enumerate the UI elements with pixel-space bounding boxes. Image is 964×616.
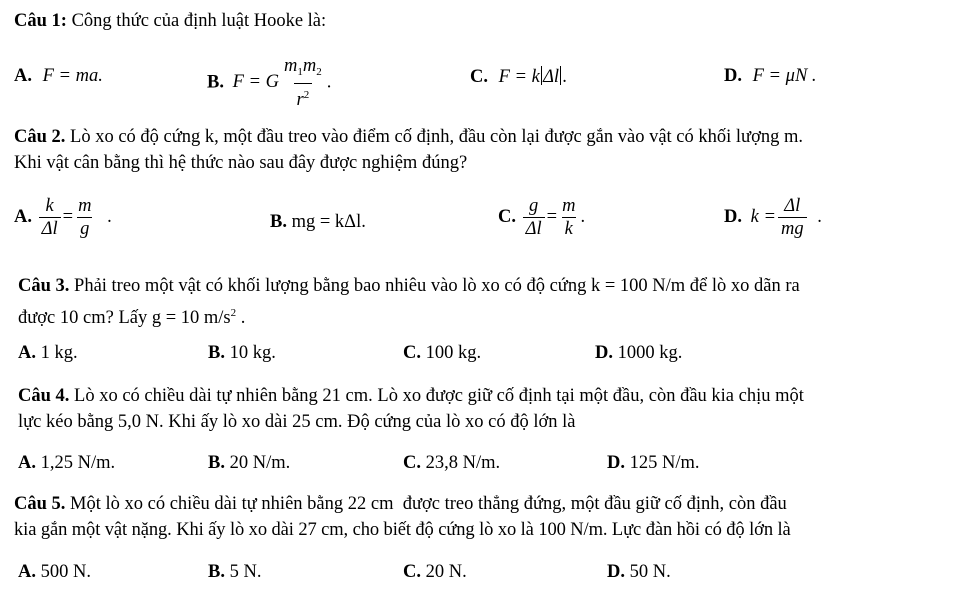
q1-option-a-label: A.	[14, 66, 32, 86]
q2-option-d-label: D.	[724, 206, 742, 227]
q1-b-den-exp: 2	[303, 89, 310, 101]
question-3-text-2: được 10 cm? Lấy g = 10 m/s	[18, 308, 231, 328]
question-4-text-1: Lò xo có chiều dài tự nhiên bằng 21 cm. Lò xo được giữ cố định tại một đầu, còn đầu kia chịu một	[69, 386, 804, 406]
q2-option-b-label: B.	[270, 212, 287, 232]
q2-option-a-label: A.	[14, 206, 32, 227]
question-2-text-1: Lò xo có độ cứng k, một đầu treo vào điểm cố định, đầu còn lại được gắn vào vật có khối lượng m.	[65, 127, 803, 147]
q2-c-f2-num: m	[562, 196, 576, 216]
question-3-text-1: Phải treo một vật có khối lượng bằng bao nhiêu vào lò xo có độ cứng k = 100 N/m để lò xo dãn ra	[69, 276, 800, 296]
question-2-line-2	[14, 150, 467, 176]
q5-option-a	[18, 562, 91, 583]
q2-a-equals: =	[62, 206, 74, 227]
question-1-text: Công thức của định luật Hooke là:	[66, 11, 327, 31]
q1-b-num-sub2: 2	[316, 66, 322, 78]
q2-c-fraction-2	[559, 196, 578, 239]
q2-a-f2-num: m	[78, 196, 92, 216]
q1-option-a-formula: F = ma.	[42, 66, 103, 86]
question-5-line-1	[14, 491, 787, 517]
q3-option-a	[18, 343, 78, 364]
q1-option-d	[724, 66, 817, 87]
q1-option-b-fraction	[281, 56, 325, 110]
question-3-label: Câu 3.	[18, 276, 70, 296]
q5-option-c-label: C.	[403, 562, 421, 582]
q5-option-a-text: 500 N.	[36, 562, 91, 582]
q2-a-tail: .	[107, 206, 112, 227]
q1-b-den-r: r	[296, 90, 304, 110]
q5-option-b-text: 5 N.	[224, 562, 262, 582]
q3-option-d	[595, 343, 682, 364]
q2-d-fraction	[778, 196, 807, 239]
question-4-text-2: lực kéo bằng 5,0 N. Khi ấy lò xo dài 25 cm. Độ cứng của lò xo có độ lớn là	[18, 412, 576, 432]
question-5-text-2: kia gắn một vật nặng. Khi ấy lò xo dài 27 cm, cho biết độ cứng lò xo là 100 N/m. Lực đàn hồi có độ lớn là	[14, 520, 791, 540]
q3-option-a-text: 1 kg.	[36, 343, 78, 363]
question-3-line-1	[18, 273, 800, 299]
q2-option-d	[724, 196, 822, 239]
q3-option-c	[403, 343, 481, 364]
q1-option-b	[207, 56, 331, 110]
question-3-line-2	[18, 300, 245, 331]
q5-option-b-label: B.	[208, 562, 225, 582]
q3-option-d-text: 1000 kg.	[613, 343, 683, 363]
question-4-line-1	[18, 383, 804, 409]
q5-option-d-text: 50 N.	[625, 562, 671, 582]
question-3-exponent: 2	[230, 307, 237, 319]
question-3-tail: .	[236, 308, 246, 328]
q4-option-c-label: C.	[403, 453, 421, 473]
q2-a-f1-num: k	[45, 196, 54, 216]
question-5-label: Câu 5.	[14, 494, 66, 514]
q2-option-a	[14, 196, 112, 239]
q4-option-c-text: 23,8 N/m.	[421, 453, 501, 473]
q1-option-d-formula: F = μN .	[752, 66, 817, 86]
q4-option-c	[403, 453, 500, 474]
q5-option-c	[403, 562, 467, 583]
q4-option-a	[18, 453, 115, 474]
q4-option-d-label: D.	[607, 453, 625, 473]
q2-c-f1-num: g	[529, 196, 539, 216]
q3-option-a-label: A.	[18, 343, 36, 363]
q1-option-c-lhs: F = k	[498, 67, 540, 87]
question-4-line-2	[18, 409, 575, 435]
q2-a-fraction-1	[39, 196, 61, 239]
q1-option-b-label: B.	[207, 72, 224, 93]
q1-option-a	[14, 66, 103, 87]
q2-a-fraction-2	[75, 196, 94, 239]
question-2-text-2: Khi vật cân bằng thì hệ thức nào sau đây được nghiệm đúng?	[14, 153, 468, 173]
q2-d-num: Δl	[784, 196, 801, 216]
q1-option-c-inner: Δl	[543, 67, 560, 87]
q2-option-b	[270, 212, 366, 233]
q4-option-b	[208, 453, 290, 474]
question-5-line-2	[14, 517, 791, 543]
q1-option-c-tail: .	[562, 67, 567, 87]
abs-bar-left	[541, 66, 542, 85]
q1-option-c	[470, 66, 567, 88]
q1-b-num-sub1: 1	[297, 66, 303, 78]
q2-option-c-label: C.	[498, 206, 516, 227]
q4-option-a-label: A.	[18, 453, 36, 473]
question-2-line-1	[14, 124, 803, 150]
q5-option-b	[208, 562, 261, 583]
q4-option-b-label: B.	[208, 453, 225, 473]
q2-a-f2-den: g	[77, 217, 92, 239]
question-1-label: Câu 1:	[14, 11, 67, 31]
q4-option-a-text: 1,25 N/m.	[36, 453, 116, 473]
q2-c-f1-den: Δl	[523, 217, 545, 239]
q1-option-c-label: C.	[470, 67, 488, 87]
q3-option-c-label: C.	[403, 343, 421, 363]
q2-c-fraction-1	[523, 196, 545, 239]
q3-option-b	[208, 343, 276, 364]
q4-option-d-text: 125 N/m.	[625, 453, 700, 473]
q3-option-d-label: D.	[595, 343, 613, 363]
q5-option-a-label: A.	[18, 562, 36, 582]
q5-option-d-label: D.	[607, 562, 625, 582]
q3-option-b-text: 10 kg.	[224, 343, 276, 363]
q2-option-c	[498, 196, 585, 239]
q1-option-d-label: D.	[724, 66, 742, 86]
q1-option-b-tail: .	[326, 72, 332, 93]
q4-option-d	[607, 453, 700, 474]
q2-d-den: mg	[778, 217, 807, 239]
q2-option-b-text: mg = kΔl.	[291, 212, 366, 232]
question-1-stem	[14, 8, 326, 34]
question-5-text-1: Một lò xo có chiều dài tự nhiên bằng 22 cm được treo thẳng đứng, một đầu giữ cố định, còn đầu	[65, 494, 787, 514]
question-2-label: Câu 2.	[14, 127, 66, 147]
q2-c-tail: .	[580, 206, 586, 227]
q5-option-c-text: 20 N.	[421, 562, 467, 582]
q3-option-b-label: B.	[208, 343, 225, 363]
q2-c-f2-den: k	[562, 217, 576, 239]
q2-a-f1-den: Δl	[39, 217, 61, 239]
q2-d-lhs: k =	[750, 206, 776, 227]
q2-c-equals: =	[546, 206, 558, 227]
q5-option-d	[607, 562, 671, 583]
q2-d-tail: .	[817, 206, 822, 227]
q1-b-num-m1: m	[284, 56, 298, 76]
q1-option-b-lhs: F = G	[232, 72, 279, 93]
q3-option-c-text: 100 kg.	[421, 343, 482, 363]
q1-b-num-m2: m	[302, 56, 317, 76]
q4-option-b-text: 20 N/m.	[224, 453, 291, 473]
question-4-label: Câu 4.	[18, 386, 70, 406]
